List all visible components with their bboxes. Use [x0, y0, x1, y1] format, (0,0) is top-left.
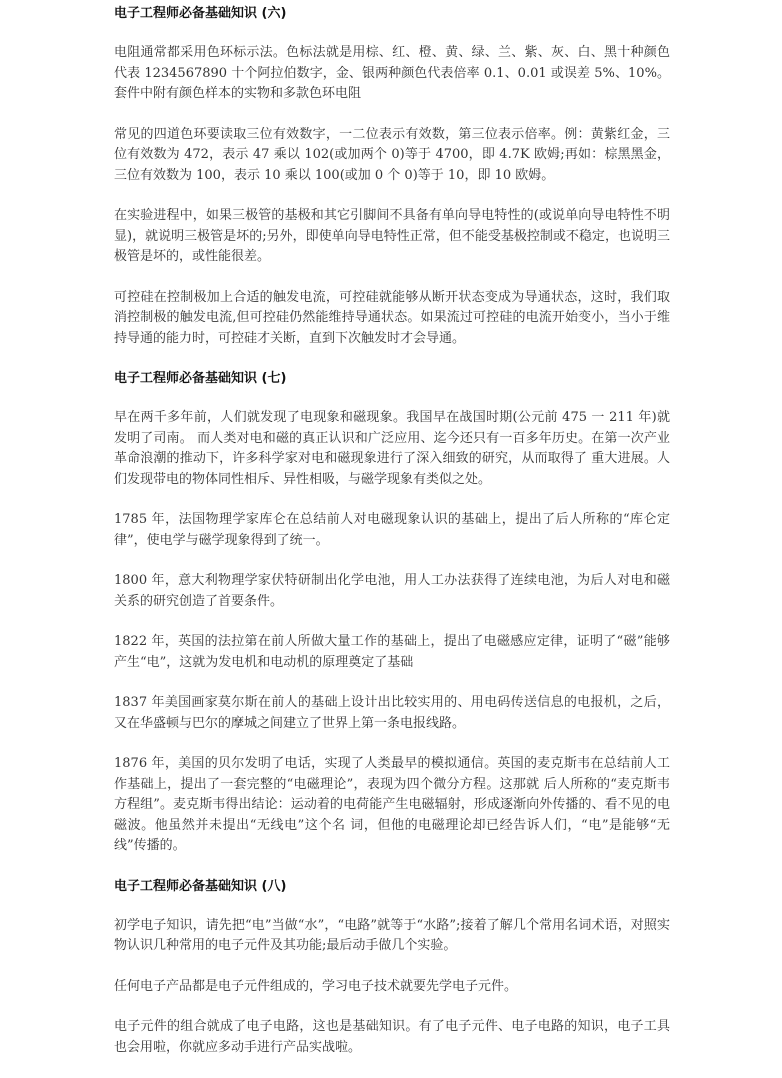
paragraph: 初学电子知识，请先把“电”当做“水”，“电路”就等于“水路”;接着了解几个常用名词术语，对照实物认识几种常用的电子元件及其功能;最后动手做几个实验。 — [114, 917, 670, 953]
document-page — [114, 4, 670, 1078]
paragraph: 在实验进程中，如果三极管的基极和其它引脚间不具备有单向导电特性的(或说单向导电特性不明显)，就说明三极管是坏的;另外，即使单向导电特性正常，但不能受基极控制或不稳定，也说明三极管是坏的，或性能很差。 — [114, 208, 670, 264]
paragraph: 1800 年，意大利物理学家伏特研制出化学电池，用人工办法获得了连续电池，为后人对电和磁关系的研究创造了首要条件。 — [114, 573, 670, 609]
section-8 — [114, 877, 670, 1059]
section-title: 电子工程师必备基础知识 (七) — [114, 371, 287, 386]
section-7 — [114, 369, 670, 857]
paragraph: 电阻通常都采用色环标示法。色标法就是用棕、红、橙、黄、绿、兰、紫、灰、白、黑十种颜色代表 1234567890 十个阿拉伯数字，金、银两种颜色代表倍率 0.1、0.01 或误差 5%、10%。套件中附有颜色样本的实物和多款色环电阻 — [114, 45, 670, 101]
paragraph: 1822 年，英国的法拉第在前人所做大量工作的基础上，提出了电磁感应定律，证明了“磁”能够产生“电”，这就为发电机和电动机的原理奠定了基础 — [114, 634, 670, 670]
paragraph: 1876 年，美国的贝尔发明了电话，实现了人类最早的模拟通信。英国的麦克斯韦在总结前人工作基础上，提出了一套完整的“电磁理论”，表现为四个微分方程。这那就 后人所称的“麦克斯韦方程组”。麦克斯韦得出结论：运动着的电荷能产生电磁辐射，形成逐渐向外传播的、看不见的电磁波。他虽然并未提出“无线电”这个名 词，但他的电磁理论却已经告诉人们，“电”是能够“无线”传播的。 — [114, 756, 670, 853]
paragraph: 任何电子产品都是电子元件组成的，学习电子技术就要先学电子元件。 — [114, 978, 518, 994]
paragraph: 1837 年美国画家莫尔斯在前人的基础上设计出比较实用的、用电码传送信息的电报机，之后，又在华盛顿与巴尔的摩城之间建立了世界上第一条电报线路。 — [114, 695, 670, 731]
paragraph: 可控硅在控制极加上合适的触发电流，可控硅就能够从断开状态变成为导通状态，这时，我们取消控制极的触发电流,但可控硅仍然能维持导通状态。如果流过可控硅的电流开始变小，当小于维持导通的能力时，可控硅才关断，直到下次触发时才会导通。 — [114, 289, 670, 346]
paragraph: 常见的四道色环要读取三位有效数字，一二位表示有效数，第三位表示倍率。例：黄紫红金，三位有效数为 472，表示 47 乘以 102(或加两个 0)等于 4700，即 4.7K 欧姆;再如：棕黑黑金，三位有效数为 100，表示 10 乘以 100(或加 0 个 0)等于 10，即 10 欧姆。 — [114, 126, 670, 183]
section-title: 电子工程师必备基础知识 (八) — [114, 878, 287, 894]
section-6 — [114, 4, 670, 349]
section-title: 电子工程师必备基础知识 (六) — [114, 6, 287, 21]
paragraph: 早在两千多年前，人们就发现了电现象和磁现象。我国早在战国时期(公元前 475 一 211 年)就发明了司南。 而人类对电和磁的真正认识和广泛应用、迄今还只有一百多年历史。在第一次产业革命浪潮的推动下，许多科学家对电和磁现象进行了深入细致的研究，从而取得了 重大进展。人们发现带电的物体同性相斥、异性相吸，与磁学现象有类似之处。 — [114, 410, 670, 487]
paragraph: 电子元件的组合就成了电子电路，这也是基础知识。有了电子元件、电子电路的知识，电子工具也会用啦，你就应多动手进行产品实战啦。 — [114, 1019, 670, 1055]
paragraph: 1785 年，法国物理学家库仑在总结前人对电磁现象认识的基础上，提出了后人所称的“库仑定律”，使电学与磁学现象得到了统一。 — [114, 512, 670, 548]
